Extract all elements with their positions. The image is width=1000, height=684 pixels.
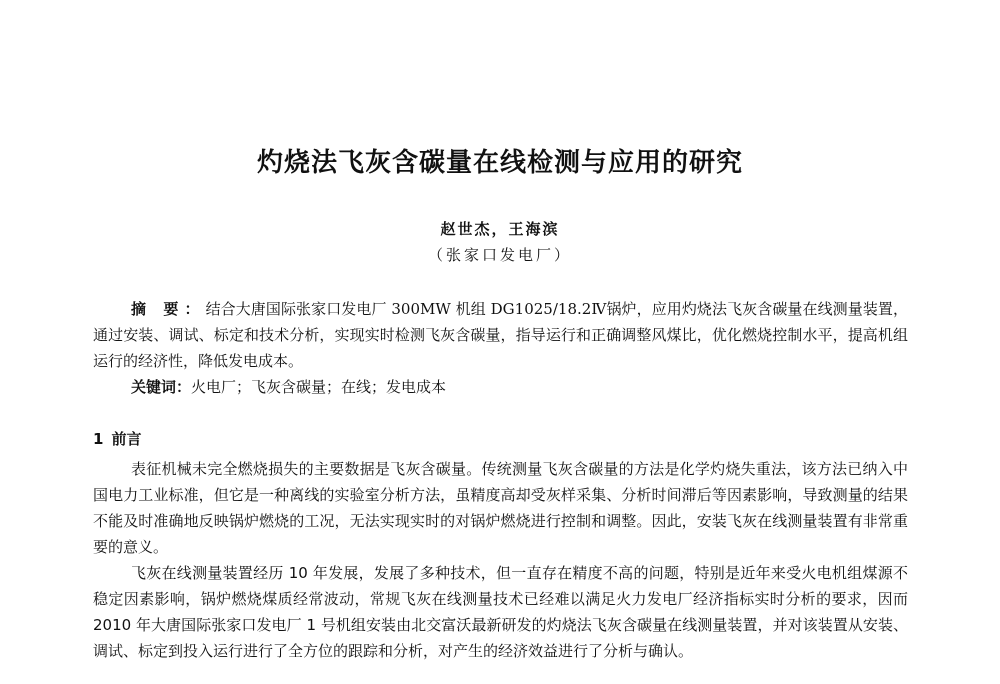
abstract: [93, 296, 908, 374]
body-paragraph: 表征机械未完全燃烧损失的主要数据是飞灰含碳量。传统测量飞灰含碳量的方法是化学灼烧失重法，该方法已纳入中国电力工业标准，但它是一种离线的实验室分析方法，虽精度高却受灰样采集、分析时间滞后等因素影响，导致测量的结果不能及时准确地反映锅炉燃烧的工况，无法实现实时的对锅炉燃烧进行控制和调整。因此，安装飞灰在线测量装置有非常重要的意义。: [93, 460, 908, 556]
abstract-label: 摘 要：: [131, 300, 206, 318]
section-title: 前言: [111, 430, 142, 448]
paper-title: 灼烧法飞灰含碳量在线检测与应用的研究: [256, 148, 743, 178]
body-paragraph: 飞灰在线测量装置经历 10 年发展，发展了多种技术，但一直存在精度不高的问题，特别是近年来受火电机组煤源不稳定因素影响，锅炉燃烧煤质经常波动，常规飞灰在线测量技术已经难以满足火力发电厂经济指标实时分析的要求，因而 2010 年大唐国际张家口发电厂 1 号机组安装由北交富沃最新研发的灼烧法飞灰含碳量在线测量装置，并对该装置从安装、调试、标定到投入运行进行了全方位的跟踪和分析，对产生的经济效益进行了分析与确认。: [93, 564, 908, 660]
affiliation: （张家口发电厂）: [427, 246, 572, 264]
section-heading: [93, 428, 141, 449]
abstract-text: 结合大唐国际张家口发电厂 300MW 机组 DG1025/18.2Ⅳ锅炉，应用灼烧法飞灰含碳量在线测量装置，通过安装、调试、标定和技术分析，实现实时检测飞灰含碳量，指导运行和正确调整风煤比，优化燃烧控制水平，提高机组运行的经济性，降低发电成本。: [93, 300, 908, 370]
keywords-label: 关键词：: [131, 378, 192, 396]
section-number: 1: [93, 430, 104, 448]
author-list: 赵世杰，王海滨: [440, 220, 560, 238]
keywords: [131, 376, 446, 397]
keywords-text: 火电厂；飞灰含碳量；在线；发电成本: [191, 378, 447, 396]
